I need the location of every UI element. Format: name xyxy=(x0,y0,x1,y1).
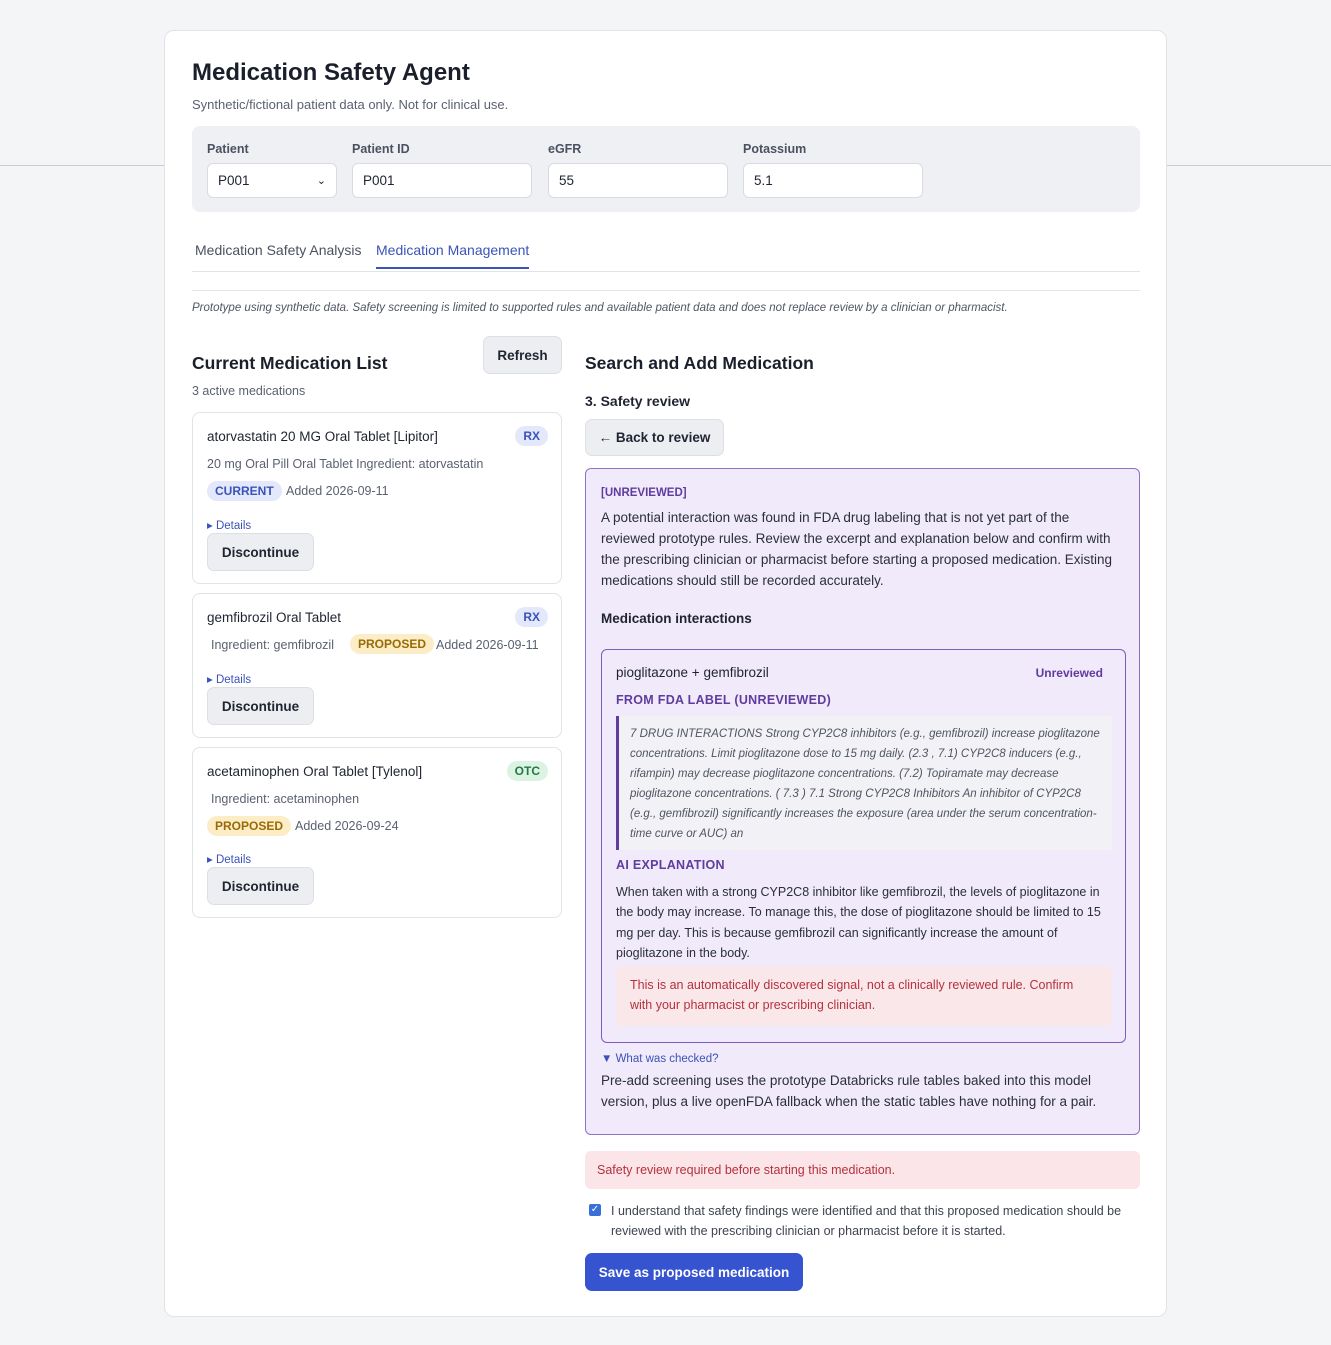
interaction-status: Unreviewed xyxy=(1035,666,1103,680)
patient-id-field xyxy=(352,142,532,198)
potassium-label: Potassium xyxy=(743,142,807,156)
med-name: gemfibrozil Oral Tablet xyxy=(207,610,342,625)
details-toggle[interactable] xyxy=(207,518,251,532)
med-card xyxy=(192,412,562,584)
potassium-input[interactable] xyxy=(743,163,923,198)
page-subtitle: Synthetic/fictional patient data only. Not for clinical use. xyxy=(192,97,509,112)
rx-badge: RX xyxy=(515,426,548,446)
details-label: Details xyxy=(215,674,252,686)
discontinue-button[interactable]: Discontinue xyxy=(207,867,314,905)
disclaimer: Prototype using synthetic data. Safety screening is limited to supported rules and available patient data and does not replace review by a clinician or pharmacist. xyxy=(192,302,1008,314)
potassium-field xyxy=(743,142,923,198)
med-added-date: Added 2026-09-11 xyxy=(286,484,389,498)
med-count: 3 active medications xyxy=(192,384,306,398)
alert-text: Safety review required before starting this medication. xyxy=(597,1163,896,1177)
safety-required-alert xyxy=(585,1151,1140,1189)
ai-explanation-text: When taken with a strong CYP2C8 inhibitor like gemfibrozil, the levels of pioglitazone in the body may increase. To manage this, the dose of pioglitazone should be limited to 15 mg per day. This is because gemfibrozil can significantly increase the amount of pioglitazone in the body. xyxy=(616,885,1101,960)
signal-warning: This is an automatically discovered signal, not a clinically reviewed rule. Confirm with your pharmacist or prescribing clinician. xyxy=(616,966,1112,1026)
fda-label-excerpt: 7 DRUG INTERACTIONS Strong CYP2C8 inhibitors (e.g., gemfibrozil) increase pioglitazone concentrations. Limit pioglitazone dose to 15 mg daily. (2.3 , 7.1) CYP2C8 inducers (e.g., rifampin) may decrease pioglitazone concentrations. (7.2) Topiramate may decrease pioglitazone concentrations. ( 7.3 ) 7.1 Strong CYP2C8 Inhibitors An inhibitor of CYP2C8 (e.g., gemfibrozil) significantly increases the exposure (area under the serum concentration-time curve or AUC) an xyxy=(616,716,1112,850)
interactions-heading: Medication interactions xyxy=(601,611,752,626)
what-was-checked-text: Pre-add screening uses the prototype Databricks rule tables baked into this model version, plus a live openFDA fallback when the static tables have nothing for a pair. xyxy=(601,1073,1097,1109)
search-add-title: Search and Add Medication xyxy=(585,353,814,373)
acknowledge-text: I understand that safety findings were identified and that this proposed medication should be reviewed with the prescribing clinician or pharmacist before it is started. xyxy=(611,1204,1122,1238)
patient-id-value: P001 xyxy=(363,173,395,188)
acknowledge-checkbox[interactable]: ✓ xyxy=(590,1204,600,1215)
step-title: 3. Safety review xyxy=(585,393,691,409)
med-card xyxy=(192,747,562,918)
details-toggle[interactable] xyxy=(207,852,251,866)
chevron-down-icon: ⌄ xyxy=(316,175,326,187)
med-added-date: Added 2026-09-11 xyxy=(436,638,539,652)
what-was-checked-toggle[interactable]: ▼ What was checked? xyxy=(601,1053,719,1065)
rx-badge: RX xyxy=(515,607,548,627)
patient-id-label: Patient ID xyxy=(352,142,410,156)
med-ingredient: Ingredient: gemfibrozil xyxy=(211,638,334,652)
details-toggle[interactable] xyxy=(207,672,251,686)
egfr-field xyxy=(548,142,728,198)
status-badge: CURRENT xyxy=(207,481,282,501)
egfr-input[interactable] xyxy=(548,163,728,198)
main-card xyxy=(164,30,1167,1317)
egfr-value: 55 xyxy=(559,173,575,188)
caret-right-icon: ▸ xyxy=(207,854,213,866)
med-name: acetaminophen Oral Tablet [Tylenol] xyxy=(207,764,423,779)
save-proposed-button[interactable]: Save as proposed medication xyxy=(585,1253,803,1291)
tab-bar xyxy=(192,236,1140,272)
interaction-pair: pioglitazone + gemfibrozil xyxy=(616,665,769,680)
ai-explanation-heading: AI EXPLANATION xyxy=(616,858,725,872)
patient-select[interactable] xyxy=(207,163,337,198)
discontinue-button[interactable]: Discontinue xyxy=(207,533,314,571)
med-name: atorvastatin 20 MG Oral Tablet [Lipitor] xyxy=(207,429,438,444)
details-label: Details xyxy=(215,854,252,866)
med-added-date: Added 2026-09-24 xyxy=(295,819,399,833)
egfr-label: eGFR xyxy=(548,142,582,156)
fda-label-heading: FROM FDA LABEL (UNREVIEWED) xyxy=(616,693,832,707)
med-list-title: Current Medication List xyxy=(192,353,388,373)
otc-badge: OTC xyxy=(507,761,548,781)
unreviewed-tag: [UNREVIEWED] xyxy=(601,487,687,499)
back-to-review-button[interactable]: ← Back to review xyxy=(585,419,724,456)
tab-medication-management[interactable]: Medication Management xyxy=(376,242,529,269)
med-ingredient: 20 mg Oral Pill Oral Tablet Ingredient: atorvastatin xyxy=(207,457,484,471)
status-badge: PROPOSED xyxy=(350,634,434,654)
divider xyxy=(192,290,1140,291)
interaction-card xyxy=(601,649,1126,1043)
caret-right-icon: ▸ xyxy=(207,674,213,686)
refresh-button[interactable]: Refresh xyxy=(483,336,562,374)
med-ingredient: Ingredient: acetaminophen xyxy=(211,792,360,806)
caret-right-icon: ▸ xyxy=(207,520,213,532)
details-label: Details xyxy=(215,520,252,532)
safety-review-panel xyxy=(585,468,1140,1135)
page-title: Medication Safety Agent xyxy=(192,59,470,86)
patient-select-value: P001 xyxy=(218,173,250,188)
review-summary: A potential interaction was found in FDA drug labeling that is not yet part of the reviewed prototype rules. Review the excerpt and explanation below and confirm with the prescribing clinician or pharmacist before starting a proposed medication. Existing medications should still be recorded accurately. xyxy=(601,510,1113,588)
patient-field xyxy=(207,142,337,198)
med-card xyxy=(192,593,562,738)
status-badge: PROPOSED xyxy=(207,816,291,836)
patient-id-input[interactable] xyxy=(352,163,532,198)
patient-label: Patient xyxy=(207,142,249,156)
patient-bar xyxy=(192,126,1140,212)
discontinue-button[interactable]: Discontinue xyxy=(207,687,314,725)
tab-medication-safety-analysis[interactable]: Medication Safety Analysis xyxy=(195,242,362,258)
potassium-value: 5.1 xyxy=(754,173,773,188)
